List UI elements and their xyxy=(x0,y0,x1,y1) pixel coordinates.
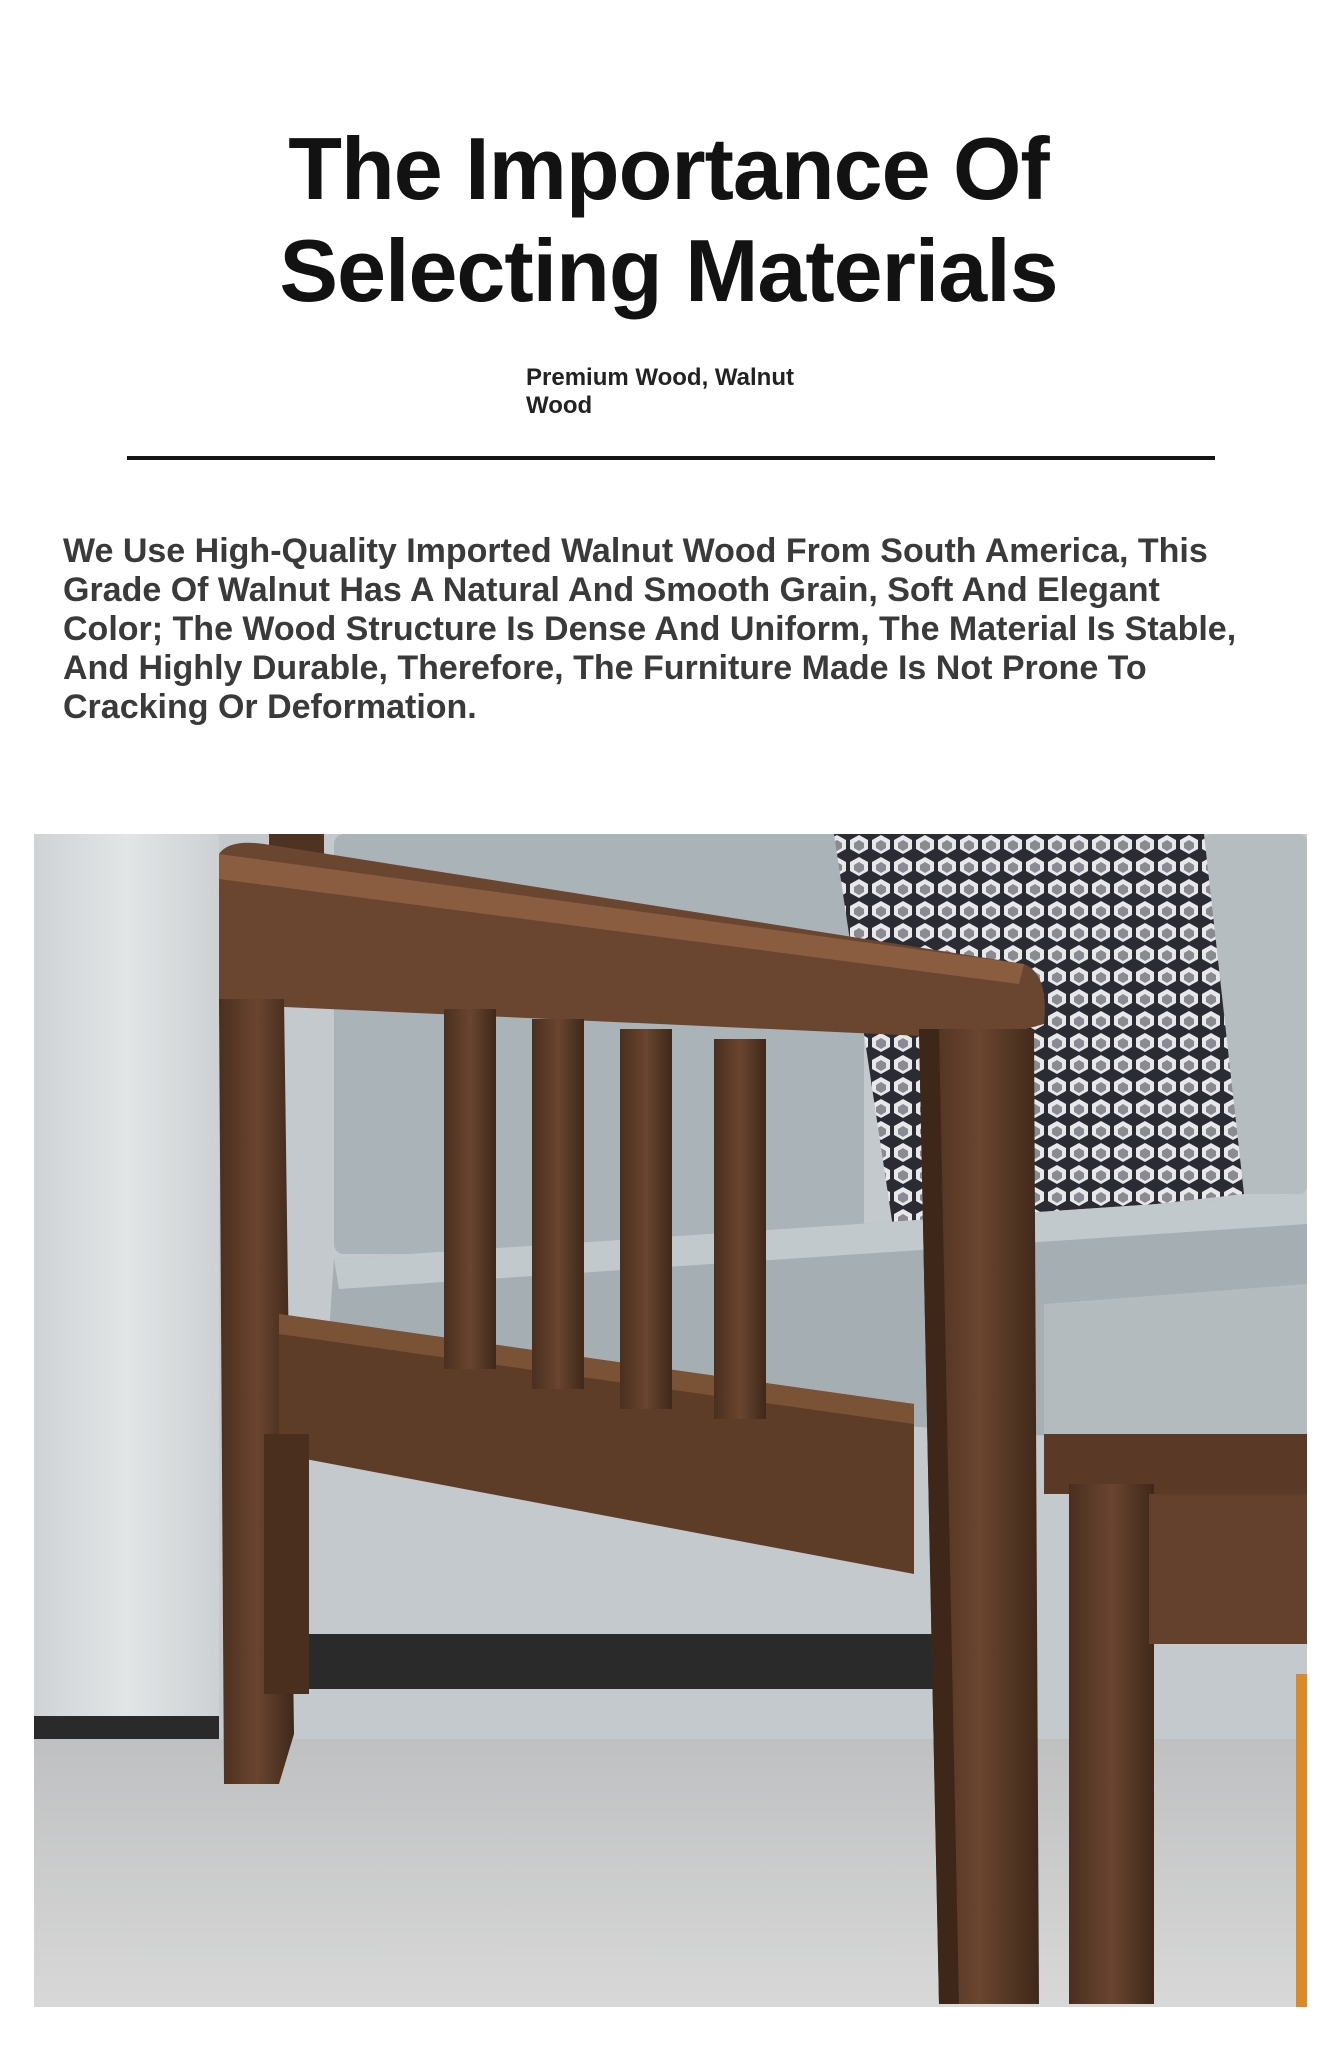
spindle-4 xyxy=(714,1039,766,1419)
side-panel xyxy=(1149,1494,1307,1644)
product-photo xyxy=(34,834,1307,2007)
section-divider xyxy=(127,456,1215,460)
subtitle xyxy=(526,364,826,420)
description-paragraph: We Use High-Quality Imported Walnut Wood From South America, This Grade Of Walnut Has A Natural And Smooth Grain, Soft And Elegant Color; The Wood Structure Is Dense And Uniform, The Material Is Stable, And Highly Durable, Therefore, The Furniture Made Is Not Prone To Cracking Or Deformation. xyxy=(63,532,1237,726)
side-leg xyxy=(1069,1484,1154,2004)
pillar xyxy=(34,834,219,1734)
spindle-2 xyxy=(532,1019,584,1389)
title-line-2: Selecting Materials xyxy=(279,221,1058,320)
baseboard-back xyxy=(304,1634,954,1689)
sofa-illustration xyxy=(34,834,1307,2007)
spindle-3 xyxy=(620,1029,672,1409)
orange-accent xyxy=(1296,1674,1307,2007)
page-title xyxy=(0,118,1337,322)
subtitle-line-1: Premium Wood, Walnut xyxy=(526,364,794,391)
rear-leg xyxy=(264,1434,309,1694)
subtitle-line-2: Wood xyxy=(526,392,593,419)
spindle-1 xyxy=(444,1009,496,1369)
title-line-1: The Importance Of xyxy=(288,119,1049,218)
